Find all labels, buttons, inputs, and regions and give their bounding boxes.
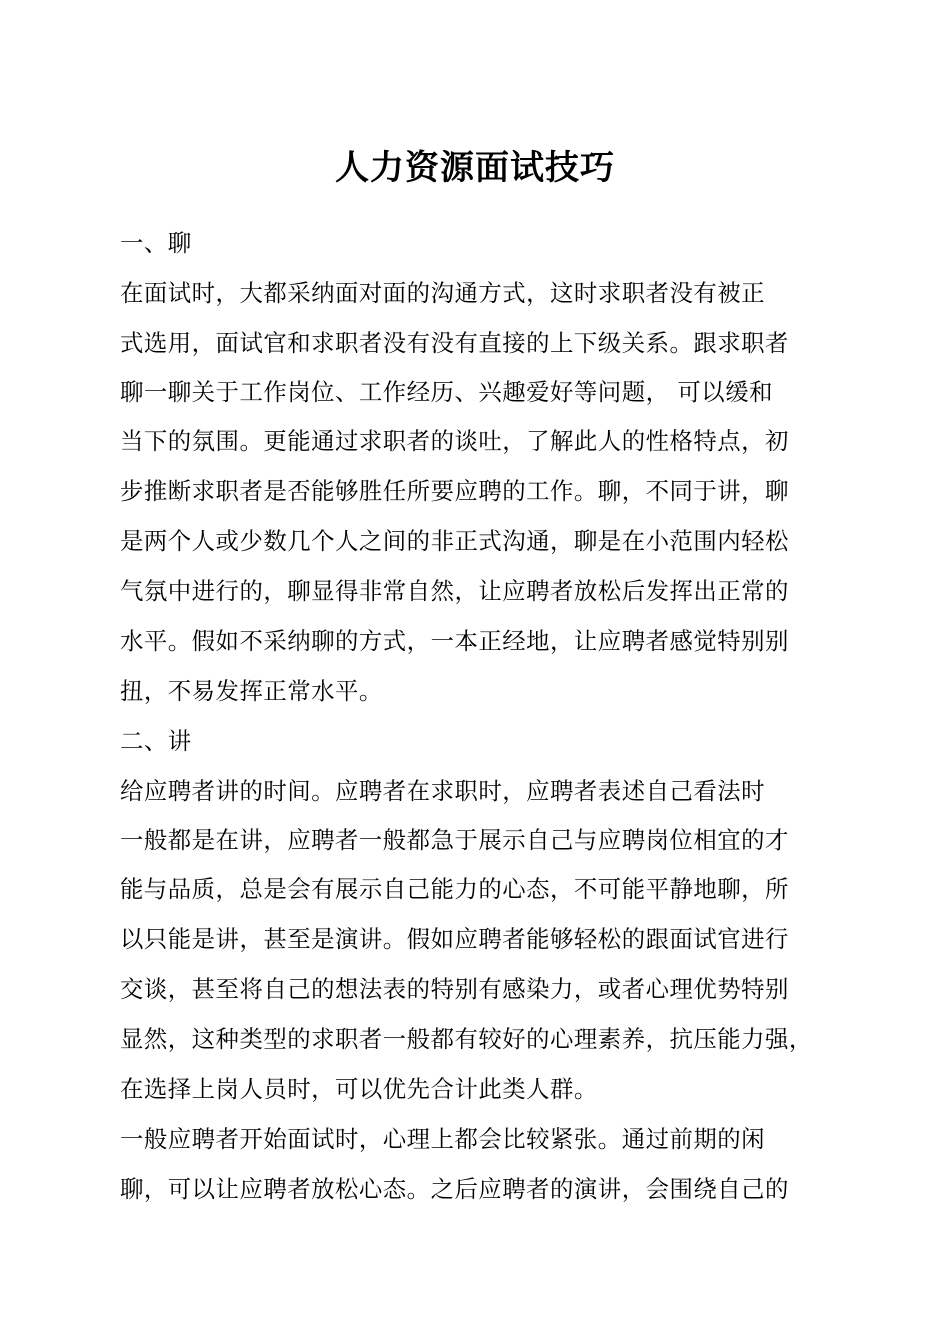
paragraph-line: 气氛中进行的，聊显得非常自然，让应聘者放松后发挥出正常的: [120, 577, 789, 605]
paragraph-line: 在面试时，大都采纳面对面的沟通方式，这时求职者没有被正: [120, 279, 766, 307]
document-title: 人力资源面试技巧: [335, 148, 615, 188]
paragraph-line: 扭，不易发挥正常水平。: [120, 677, 383, 705]
paragraph-line: 是两个人或少数几个人之间的非正式沟通，聊是在小范围内轻松: [120, 527, 789, 555]
paragraph-line: 交谈，甚至将自己的想法表的特别有感染力，或者心理优势特别: [120, 975, 789, 1003]
paragraph-line: 在选择上岗人员时，可以优先合计此类人群。: [120, 1075, 598, 1103]
paragraph-line: 以只能是讲，甚至是演讲。假如应聘者能够轻松的跟面试官进行: [120, 925, 789, 953]
paragraph-line: 式选用，面试官和求职者没有没有直接的上下级关系。跟求职者: [120, 329, 789, 357]
paragraph-line: 当下的氛围。更能通过求职者的谈吐，了解此人的性格特点，初: [120, 427, 789, 455]
paragraph-line: 步推断求职者是否能够胜任所要应聘的工作。聊，不同于讲，聊: [120, 477, 789, 505]
paragraph-line: 聊一聊关于工作岗位、工作经历、兴趣爱好等问题， 可以缓和: [120, 378, 773, 406]
paragraph-line: 聊，可以让应聘者放松心态。之后应聘者的演讲，会围绕自己的: [120, 1175, 789, 1203]
paragraph-line: 显然，这种类型的求职者一般都有较好的心理素养，抗压能力强，: [120, 1025, 813, 1053]
section-heading-talk: 二、讲: [120, 727, 192, 755]
paragraph-line: 能与品质，总是会有展示自己能力的心态，不可能平静地聊，所: [120, 875, 789, 903]
paragraph-line: 水平。假如不采纳聊的方式，一本正经地，让应聘者感觉特别别: [120, 627, 789, 655]
paragraph-line: 一般都是在讲，应聘者一般都急于展示自己与应聘岗位相宜的才: [120, 826, 789, 854]
paragraph-line: 给应聘者讲的时间。应聘者在求职时，应聘者表述自己看法时: [120, 777, 766, 805]
section-heading-chat: 一、聊: [120, 229, 192, 257]
paragraph-line: 一般应聘者开始面试时，心理上都会比较紧张。通过前期的闲: [120, 1125, 766, 1153]
